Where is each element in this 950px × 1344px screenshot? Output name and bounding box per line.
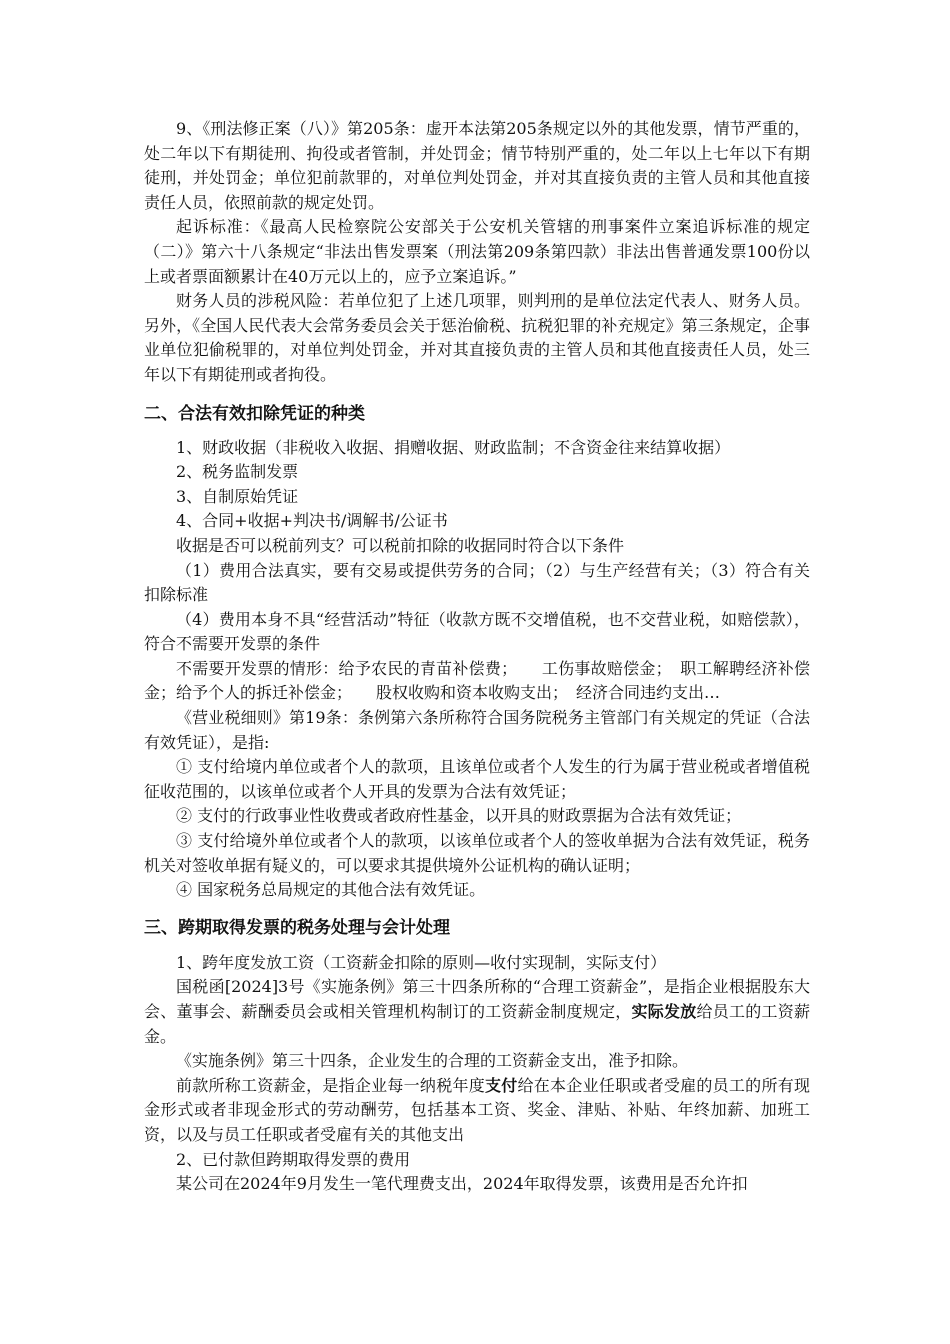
paragraph-receipt-question: 收据是否可以税前列支？可以税前扣除的收据同时符合以下条件 (176, 535, 625, 555)
clause-administrative-fee: ② 支付的行政事业性收费或者政府性基金，以开具的财政票据为合法有效凭证； (176, 806, 742, 826)
paragraph-condition-4: （4）费用本身不具“经营活动”特征（收款方既不交增值税，也不交营业税，如赔偿款），符合不需要开发票的条件 (144, 609, 810, 654)
list-item-cross-year-wages: 1、跨年度发放工资（工资薪金扣除的原则—收付实现制，实际支付） (176, 952, 667, 972)
section-heading-cross-period-invoice: 三、跨期取得发票的税务处理与会计处理 (144, 917, 450, 938)
actual-payment-emphasis: 实际发放 (631, 1002, 697, 1021)
reasonable-wages-text-a: 国税函[2024]3号《实施条例》第三十四条所称的“合理工资薪金”，是指企业根据股东大会、董事会、薪酬委员会或相关管理机构制订的工资薪金制度规定， (144, 977, 810, 1021)
reasonable-wages-text-b: 给员工的工资薪金。 (144, 1002, 810, 1046)
paragraph-agency-fee-example: 某公司在2024年9月发生一笔代理费支出，2024年取得发票，该费用是否允许扣 (176, 1174, 748, 1194)
clause-domestic-payment: ① 支付给境内单位或者个人的款项，且该单位或者个人发生的行为属于营业税或者增值税征收范围的，以该单位或者个人开具的发票为合法有效凭证； (144, 757, 810, 801)
list-item-paid-cross-period-invoice: 2、已付款但跨期取得发票的费用 (176, 1149, 411, 1169)
paragraph-finance-staff-risk: 财务人员的涉税风险：若单位犯了上述几项罪，则判刑的是单位法定代表人、财务人员。另外，《全国人民代表大会常务委员会关于惩治偷税、抗税犯罪的补充规定》第三条规定，企事业单位犯偷税罪的，对单位判处罚金，并对其直接负责的主管人员和其他直接责任人员，处三年以下有期徒刑或者拘役。 (144, 291, 810, 384)
wage-definition-text-b: 给在本企业任职或者受雇的员工的所有现金形式或者非现金形式的劳动酬劳，包括基本工资、奖金、津贴、补贴、年终加薪、加班工资，以及与员工任职或者受雇有关的其他支出 (144, 1075, 810, 1144)
paragraph-condition-1-3: （1）费用合法真实，要有交易或提供劳务的合同；（2）与生产经营有关；（3）符合有关扣除标准 (144, 560, 810, 605)
payment-emphasis: 支付 (484, 1075, 518, 1095)
list-item-contract-receipt: 4、合同+收据+判决书/调解书/公证书 (176, 511, 448, 531)
paragraph-business-tax-rule-19: 《营业税细则》第19条：条例第六条所称符合国务院税务主管部门有关规定的凭证（合法有效凭证），是指: (144, 708, 810, 752)
paragraph-no-invoice-cases: 不需要开发票的情形：给予农民的青苗补偿费； 工伤事故赔偿金； 职工解聘经济补偿金；给予个人的拆迁补偿金； 股权收购和资本收购支出； 经济合同违约支出… (144, 658, 810, 703)
paragraph-wage-definition (144, 1074, 810, 1148)
paragraph-prosecution-standard: 起诉标准：《最高人民检察院公安部关于公安机关管辖的刑事案件立案追诉标准的规定（二）》第六十八条规定“非法出售发票案（刑法第209条第四款）非法出售普通发票100份以上或者票面额累计在40万元以上的，应予立案追诉。” (144, 217, 810, 286)
paragraph-criminal-law-205: 9、《刑法修正案（八）》第205条：虚开本法第205条规定以外的其他发票，情节严重的，处二年以下有期徒刑、拘役或者管制，并处罚金；情节特别严重的，处二年以上七年以下有期徒刑，并处罚金；单位犯前款罪的，对单位判处罚金，并对其直接负责的主管人员和其他直接责任人员，依照前款的规定处罚。 (144, 119, 810, 212)
clause-overseas-payment: ③ 支付给境外单位或者个人的款项，以该单位或者个人的签收单据为合法有效凭证，税务机关对签收单据有疑义的，可以要求其提供境外公证机构的确认证明； (144, 831, 810, 875)
list-item-self-made-voucher: 3、自制原始凭证 (176, 486, 299, 506)
list-item-tax-invoice: 2、税务监制发票 (176, 462, 299, 482)
paragraph-reasonable-wages (144, 975, 810, 1049)
paragraph-article-34: 《实施条例》第三十四条，企业发生的合理的工资薪金支出，准予扣除。 (176, 1051, 689, 1071)
list-item-fiscal-receipt: 1、财政收据（非税收入收据、捐赠收据、财政监制；不含资金往来结算收据） (176, 437, 731, 457)
document-page (144, 117, 810, 1197)
section-heading-deduction-voucher-types: 二、合法有效扣除凭证的种类 (144, 403, 365, 424)
clause-other-valid-voucher: ④ 国家税务总局规定的其他合法有效凭证。 (176, 880, 486, 900)
wage-definition-text-a: 前款所称工资薪金，是指企业每一纳税年度 (176, 1075, 485, 1095)
